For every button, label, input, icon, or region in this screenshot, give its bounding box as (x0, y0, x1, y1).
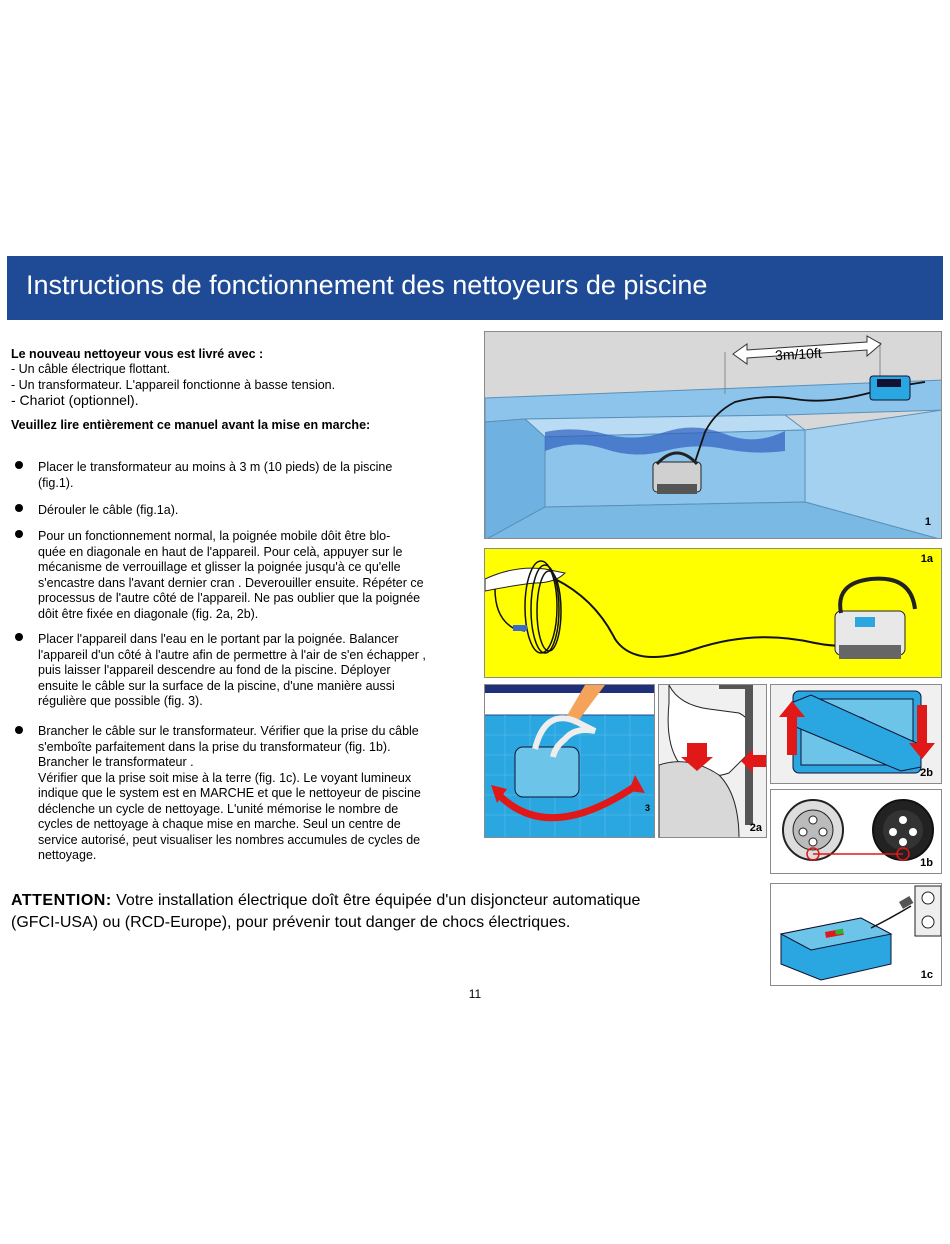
page-number: 11 (468, 987, 482, 1001)
step-line: indique que le system est en MARCHE et que le nettoyeur de piscine (38, 786, 421, 800)
attention-text: (GFCI-USA) ou (RCD-Europe), pour prévenir tout danger de chocs électriques. (11, 914, 571, 931)
intro-item: - Un câble électrique flottant. (11, 362, 171, 376)
bullet-icon (15, 461, 23, 469)
step-line: Brancher le câble sur le transformateur. Vérifier que la prise du câble (38, 724, 419, 738)
attention-notice (11, 890, 751, 934)
figure-2b-handle-top (770, 684, 942, 784)
water-illustration (485, 685, 655, 838)
figure-label: 2b (920, 767, 933, 779)
step-5 (38, 724, 468, 864)
figure-label: 1a (920, 553, 933, 565)
step-line: processus de l'autre côté de l'appareil. Ne pas oublier que la poignée (38, 591, 421, 605)
step-line: s'encastre dans l'avant dernier cran . Deverouiller ensuite. Répéter ce (38, 575, 424, 590)
step-line: Placer le transformateur au moins à 3 m (10 pieds) de la piscine (38, 460, 393, 474)
step-line: puis laisser l'appareil descendre au fond de la piscine. Déployer (38, 663, 391, 677)
step-line: déclenche un cycle de nettoyage. L'unité mémorise le nombre de (38, 801, 399, 816)
page-title: Instructions de fonctionnement des nettoyeurs de piscine (26, 270, 708, 300)
distance-label: 3m/10ft (774, 344, 823, 364)
intro-item: - Chariot (optionnel). (11, 392, 139, 408)
handle-illustration (659, 685, 767, 838)
figure-2a-handle (658, 684, 767, 838)
attention-text: Votre installation électrique doît être équipée d'un disjoncteur automatique (111, 892, 641, 909)
step-2 (38, 503, 468, 519)
bullet-icon (15, 633, 23, 641)
figure-label: 3 (644, 803, 650, 813)
title-banner (7, 256, 943, 320)
step-line: ensuite le câble sur la surface de la piscine, d'une manière aussi (38, 678, 395, 693)
figure-1c-transformer (770, 883, 942, 986)
step-line: régulière que possible (fig. 3). (38, 694, 203, 708)
attention-label: ATTENTION: (11, 892, 112, 909)
step-line: Placer l'appareil dans l'eau en le portant par la poignée. Balancer (38, 632, 399, 646)
cable-illustration (485, 549, 942, 678)
step-1 (38, 460, 468, 491)
step-3 (38, 529, 468, 622)
step-line: cycles de nettoyage à chaque mise en marche. Seul un centre de (38, 817, 401, 831)
intro-heading: Le nouveau nettoyeur vous est livré avec : (11, 347, 264, 361)
step-line: l'appareil d'un côté à l'autre afin de permettre à l'air de s'en échapper , (38, 647, 426, 662)
bullet-icon (15, 726, 23, 734)
step-line: mécanisme de verrouillage et glisser la poignée jusqu'à ce qu'elle (38, 560, 401, 574)
step-line: Dérouler le câble (fig.1a). (38, 503, 179, 517)
step-line: service autorisé, peut visualiser les nombres accumules de cycles de (38, 832, 421, 847)
step-line: s'emboîte parfaitement dans la prise du transformateur (fig. 1b). (38, 739, 391, 754)
step-line: (fig.1). (38, 475, 74, 490)
step-line: nettoyage. (38, 848, 97, 862)
figure-1b-plugs (770, 789, 942, 874)
intro-item: - Un transformateur. L'appareil fonctionne à basse tension. (11, 378, 336, 392)
pool-illustration (485, 332, 942, 539)
step-line: dôit être fixée en diagonale (fig. 2a, 2b). (38, 606, 259, 621)
figure-3-water (484, 684, 655, 838)
step-line: quée en diagonale en haut de l'appareil. Pour celà, appuyer sur le (38, 544, 403, 559)
step-line: Vérifier que la prise soit mise à la terre (fig. 1c). Le voyant lumineux (38, 770, 412, 785)
transformer-illustration (771, 884, 942, 986)
figure-label: 1b (920, 857, 933, 869)
figure-label: 1 (924, 516, 931, 528)
step-4 (38, 632, 468, 710)
figure-label: 2a (749, 822, 762, 834)
step-line: Pour un fonctionnement normal, la poignée mobile dôit être blo- (38, 529, 391, 543)
step-line: Brancher le transformateur . (38, 755, 194, 769)
figure-1a-cable (484, 548, 942, 678)
bullet-icon (15, 504, 23, 512)
figure-1-pool (484, 331, 942, 539)
plugs-illustration (771, 790, 942, 874)
handle-top-illustration (771, 685, 942, 784)
bullet-icon (15, 530, 23, 538)
read-notice: Veuillez lire entièrement ce manuel avant la mise en marche: (11, 418, 371, 432)
figure-label: 1c (920, 969, 933, 981)
